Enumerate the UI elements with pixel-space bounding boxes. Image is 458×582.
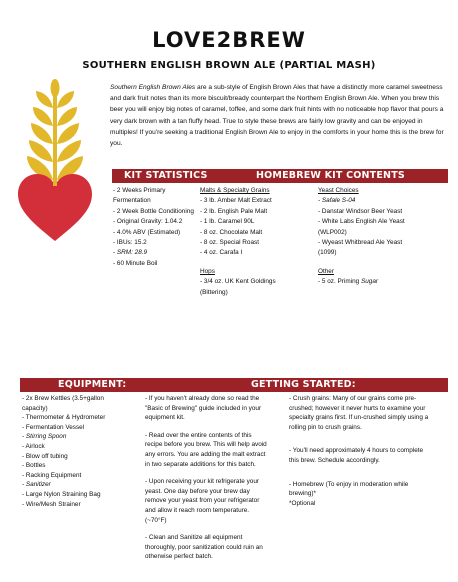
list-item: - 2 lb. English Pale Malt [200, 207, 268, 215]
list-item: - If you haven't already done so read the "Basic of Brewing" guide included in your equipment kit. [145, 395, 262, 422]
list-item: - Airlock [22, 442, 45, 450]
list-item: - You'll need approximately 4 hours to complete this brew. Schedule accordingly. [289, 447, 424, 464]
list-item: - 2 Week Bottle Conditioning [113, 207, 194, 215]
list-item: (1099) [318, 249, 337, 257]
other-heading: Other [318, 267, 334, 275]
list-item: - 4.0% ABV (Estimated) [113, 228, 181, 236]
getting-started-left [145, 394, 269, 562]
list-item: - 2 Weeks Primary [113, 187, 166, 194]
list-item: (WLP002) [318, 228, 347, 236]
kit-statistics-bar [112, 169, 448, 183]
list-item: - Upon receiving your kit refrigerate your yeast. One day before your brew day remove your yeast from your refrigerator and allow it reach room temperature. (~70°F) [145, 478, 260, 524]
list-item: - 1 lb. Caramel 90L [200, 218, 255, 226]
equipment-list [22, 394, 105, 509]
list-item: - Wire/Mesh Strainer [22, 500, 81, 508]
list-item: - 3 lb. Amber Malt Extract [200, 197, 272, 205]
list-item: *Optional [289, 499, 316, 507]
list-item: - Fermentation Vessel [22, 423, 85, 431]
list-item: (Bittering) [200, 288, 228, 296]
other-item-emph: Sugar [360, 278, 379, 286]
list-item: - Racking Equipment [22, 471, 82, 479]
list-item: - Wyeast Whitbread Ale Yeast [318, 239, 403, 247]
list-item: - Safale S-04 [318, 197, 356, 205]
page-subtitle: SOUTHERN ENGLISH BROWN ALE (PARTIAL MASH) [82, 60, 376, 71]
malts-heading: Malts & Specialty Grains [200, 187, 270, 194]
list-item: capacity) [22, 404, 48, 412]
list-item: - SRM: 28.9 [113, 249, 148, 257]
kit-contents-heading: HOMEBREW KIT CONTENTS [256, 170, 405, 181]
list-item: - 60 Minute Boil [113, 259, 158, 267]
list-item: - Clean and Sanitize all equipment thoroughly, poor sanitization could ruin an otherwise perfect batch. [145, 534, 263, 561]
intro-body: are a sub-style of English Brown Ales that have a distinctly more caramel sweetness and dark fruit notes than its more biscuit/bready counterpart the Northern English Brown Ale. When you brew this beer you will enjoy big notes of caramel, toffee, and some dark fruit hints with no noticeable hop flavor that pours a very dark brown with a tan fluffy head. True to style these brews are fairly low gravity and can be enjoyed in multiples! If you're seeking a traditional English Brown Ale to enjoy in the comforts in your home this is the brew for you. [110, 84, 444, 148]
list-item: - 8 oz. Chocolate Malt [200, 228, 263, 236]
list-item: - Crush grains: Many of our grains come pre-crushed; however it never hurts to examine your specialty grains first. If un-crushed simply using a rolling pin to crush grains. [289, 395, 429, 431]
list-item: - Large Nylon Straining Bag [22, 490, 101, 498]
list-item: - Danstar Windsor Beer Yeast [318, 207, 403, 215]
list-item: - White Labs English Ale Yeast [318, 218, 405, 226]
equipment-bar [20, 378, 448, 392]
getting-started-right [289, 394, 429, 508]
list-item: - Thermometer & Hydrometer [22, 414, 106, 422]
list-item: - IBUs: 15.2 [113, 239, 147, 247]
hops-heading: Hops [200, 267, 215, 275]
kit-statistics-list [113, 186, 194, 269]
intro-paragraph [110, 82, 448, 149]
list-item: Fermentation [113, 197, 151, 205]
page-title: LOVE2BREW [152, 28, 306, 52]
list-item: - Original Gravity: 1.04.2 [113, 218, 183, 226]
equipment-heading: EQUIPMENT: [58, 379, 127, 390]
list-item: - Sanitizer [22, 481, 51, 489]
list-item: - Stirring Spoon [22, 433, 67, 441]
list-item: - Bottles [22, 462, 46, 470]
kit-statistics-heading: KIT STATISTICS [124, 170, 208, 181]
list-item: - Homebrew (To enjoy in moderation while brewing)* [289, 480, 409, 498]
list-item: - 2x Brew Kettles (3.5+gallon [22, 395, 104, 402]
malts-hops-list [200, 186, 276, 298]
list-item: - 8 oz. Special Roast [200, 239, 259, 247]
list-item: - 3/4 oz. UK Kent Goldings [200, 278, 276, 286]
list-item [318, 277, 405, 287]
wheat-heart-icon [14, 78, 96, 243]
list-item: - Read over the entire contents of this recipe before you brew. This will help avoid any errors. You are adding the malt extract in two separate additions for this batch. [145, 431, 267, 468]
getting-started-heading: GETTING STARTED: [251, 379, 356, 390]
list-item: - 4 oz. Carafa I [200, 249, 243, 257]
other-item-text: - 5 oz. Priming [318, 278, 361, 286]
list-item: - Blow off tubing [22, 452, 68, 460]
intro-style-name: Southern English Brown Ales [110, 84, 196, 91]
yeast-heading: Yeast Choices [318, 187, 359, 194]
yeast-other-list [318, 186, 405, 288]
